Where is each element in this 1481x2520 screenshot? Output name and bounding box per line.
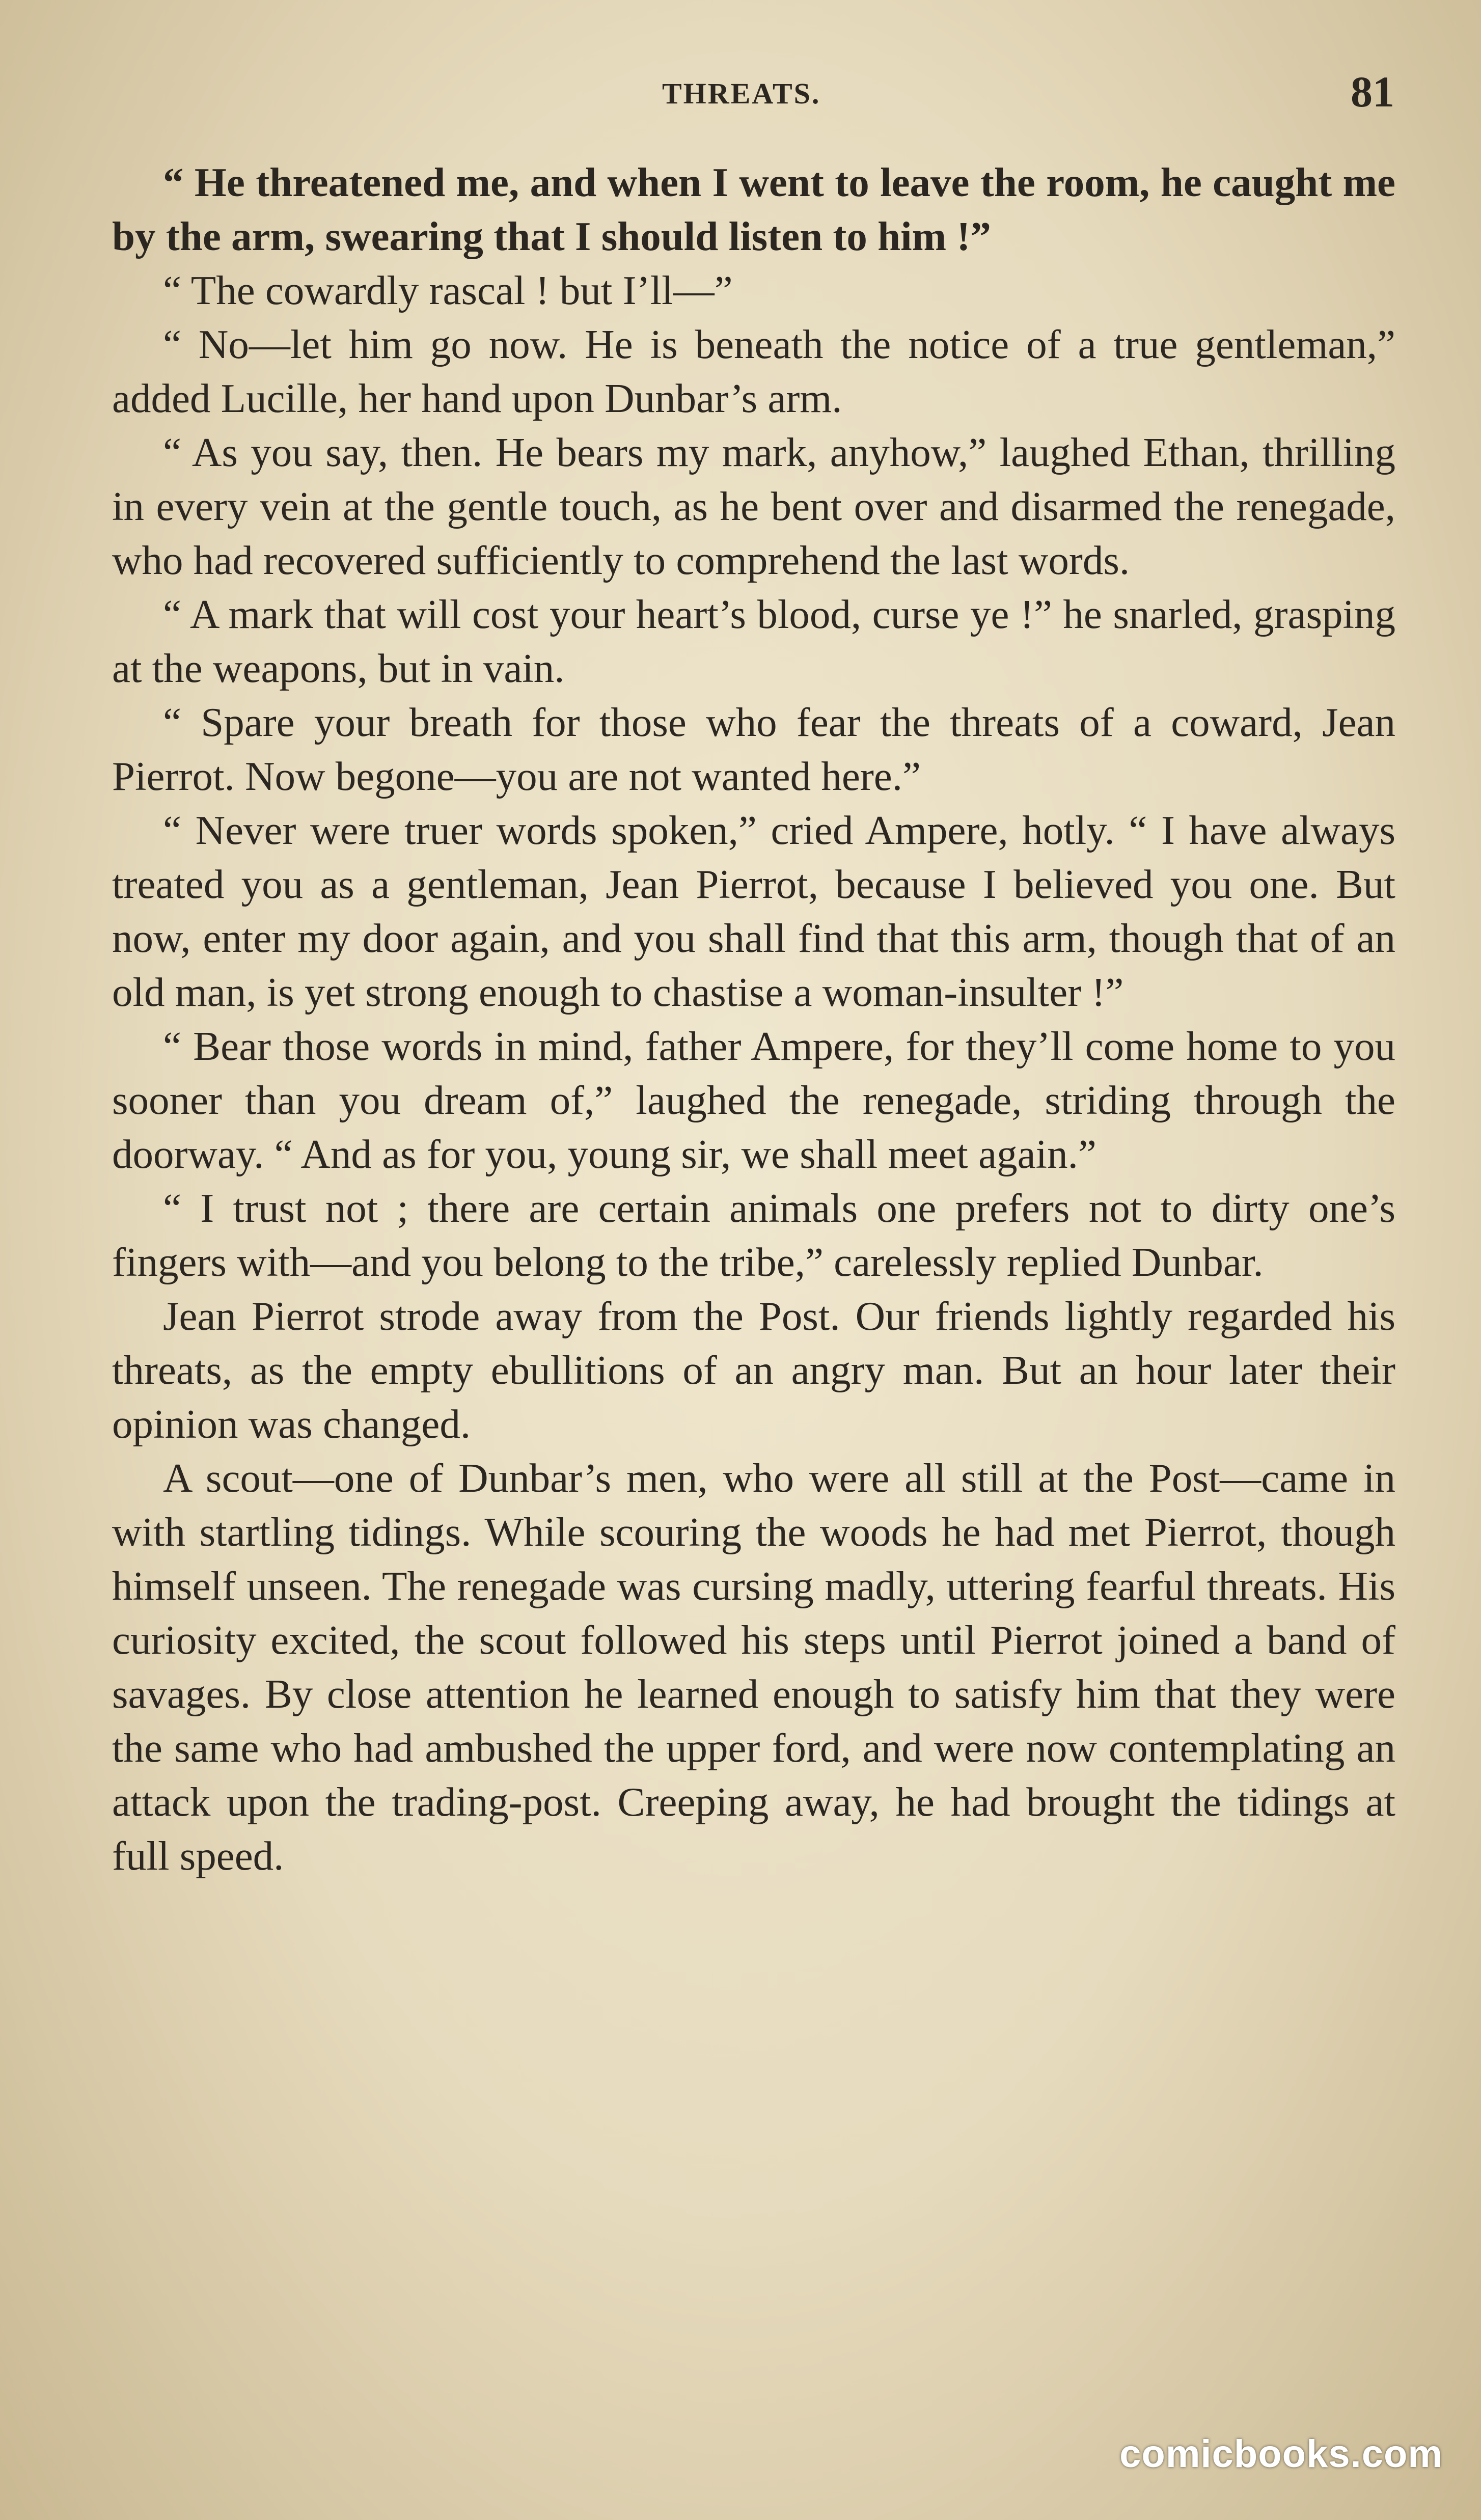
paragraph-3: “ No—let him go now. He is beneath the notice of a true gentleman,” added Lucille, her hand upon Dunbar’s arm. bbox=[112, 321, 1395, 421]
paragraph-2: “ The cowardly rascal ! but I’ll—” bbox=[163, 267, 733, 313]
paragraph-5: “ A mark that will cost your heart’s blood, curse ye !” he snarled, grasping at the weapons, but in vain. bbox=[112, 591, 1395, 691]
paragraph-10: Jean Pierrot strode away from the Post. Our friends lightly regarded his threats, as the empty ebullitions of an angry man. But an hour later their opinion was changed. bbox=[112, 1293, 1395, 1447]
running-head: THREATS. bbox=[662, 77, 821, 110]
watermark-text: comicbooks.com bbox=[1119, 2432, 1443, 2476]
paragraph-6: “ Spare your breath for those who fear the threats of a coward, Jean Pierrot. Now begone—you are not wanted here.” bbox=[112, 699, 1395, 799]
paragraph-7: “ Never were truer words spoken,” cried Ampere, hotly. “ I have always treated you as a gentleman, Jean Pierrot, because I believed you one. But now, enter my door again, and you shall find that this arm, though that of an old man, is yet strong enough to chastise a woman-insulter !” bbox=[112, 807, 1395, 1015]
paragraph-8: “ Bear those words in mind, father Ampere, for they’ll come home to you sooner than you dream of,” laughed the renegade, striding through the doorway. “ And as for you, young sir, we shall meet again.” bbox=[112, 1023, 1395, 1177]
page-header bbox=[0, 66, 1481, 122]
paragraph-1: “ He threatened me, and when I went to leave the room, he caught me by the arm, swearing that I should listen to him !” bbox=[112, 159, 1395, 259]
page-number: 81 bbox=[1351, 67, 1394, 116]
paragraph-4: “ As you say, then. He bears my mark, anyhow,” laughed Ethan, thrilling in every vein at the gentle touch, as he bent over and disarmed the renegade, who had recovered sufficiently to comprehend the last words. bbox=[112, 429, 1395, 583]
paragraph-11: A scout—one of Dunbar’s men, who were all still at the Post—came in with startling tidings. While scouring the woods he had met Pierrot, though himself unseen. The renegade was cursing madly, uttering fearful threats. His curiosity excited, the scout followed his steps until Pierrot joined a band of savages. By close attention he learned enough to satisfy him that they were the same who had ambushed the upper ford, and were now contemplating an attack upon the trading-post. Creeping away, he had brought the tidings at full speed. bbox=[112, 1455, 1395, 1879]
paragraph-9: “ I trust not ; there are certain animals one prefers not to dirty one’s fingers with—and you belong to the tribe,” carelessly replied Dunbar. bbox=[112, 1185, 1395, 1285]
body-text bbox=[112, 155, 1395, 1883]
